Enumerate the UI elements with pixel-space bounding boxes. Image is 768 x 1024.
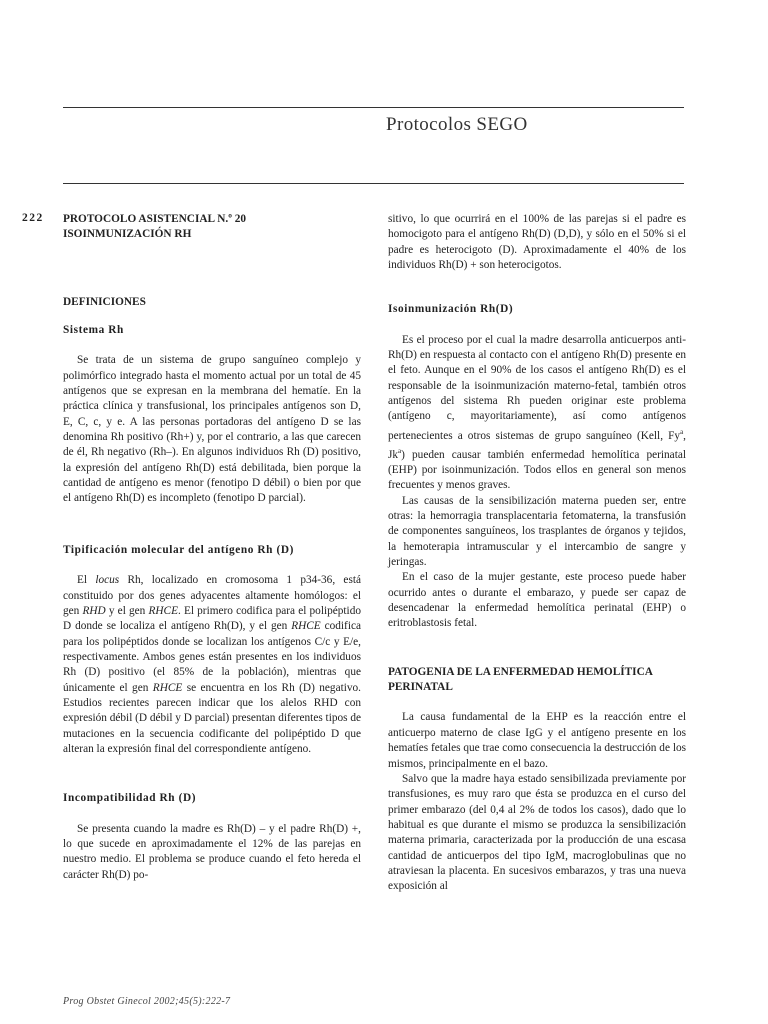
page-number: 222 — [22, 212, 44, 224]
protocol-title — [63, 212, 361, 243]
paragraph-isoinmunizacion-1: Es el proceso por el cual la madre desarrolla anticuerpos anti-Rh(D) en respuesta al contacto con el antígeno Rh(D) presente en el feto. Aunque en el 90% de los casos el antígeno Rh(D) es el responsable de la isoinmunización materno-fetal, también otros antígenos del sistema Rh pueden originar este problema (antígeno c, mayoritariamente), así como antígenos pertenecientes a otros sistemas de grupo sanguíneo (Kell, Fy$^a$, Jk$^a$) pueden causar también enfermedad hemolítica perinatal (EHP) por isoinmunización. Todos ellos en general son menos frecuentes y menos graves. — [388, 333, 686, 492]
paragraph-tipificacion: El locus Rh, localizado en cromosoma 1 p34-36, está constituido por dos genes adyacentes altamente homólogos: el gen RHD y el gen RHCE. El primero codifica para el polipéptido D donde se localiza el antígeno Rh(D), y el gen RHCE codifica para los polipéptidos donde se localizan los antígenos C/c y E/e, respectivamente. Ambos genes están presentes en los individuos Rh (D) positivo (el 85% de la población), mientras que únicamente el gen RHCE se encuentra en los Rh (D) negativo. Estudios recientes parecen indicar que los alelos RHD con expresión débil (D débil y D parcial) presentan diferentes tipos de mutaciones en la secuencia codificante del polipéptido D que alteran la expresión final del correspondiente antígeno. — [63, 574, 362, 755]
paragraph-incompatibilidad: Se presenta cuando la madre es Rh(D) – y el padre Rh(D) +, lo que sucede en aproximadamente el 12% de las parejas en nuestro medio. El problema se produce cuando el feto hereda el carácter Rh(D) po- — [63, 822, 361, 881]
paragraph-patogenia-1: La causa fundamental de la EHP es la reacción entre el anticuerpo materno de clase IgG y el antígeno presente en los hematíes fetales que trae como consecuencia la destrucción de los mismos, principalmente en el bazo. — [388, 711, 686, 770]
section-heading-definiciones: DEFINICIONES — [63, 295, 146, 308]
paragraph-isoinmunizacion-3: En el caso de la mujer gestante, este proceso puede haber ocurrido antes o durante el embarazo, y puede ser capaz de desencadenar la enfermedad hemolítica perinatal (EHP) o eritroblastosis fetal. — [388, 571, 686, 630]
right-column — [388, 212, 686, 895]
left-column — [63, 212, 361, 883]
section-heading-patogenia: PATOGENIA DE LA ENFERMEDAD HEMOLÍTICA PERINATAL — [388, 665, 653, 694]
subheading-incompatibilidad: Incompatibilidad Rh (D) — [63, 792, 197, 805]
subheading-sistema-rh: Sistema Rh — [63, 324, 124, 337]
paragraph-continuation: sitivo, lo que ocurrirá en el 100% de las parejas si el padre es homocigoto para el antígeno Rh(D) (D,D), y sólo en el 50% si el padre es heterocigoto (D). Aproximadamente el 40% de los individuos Rh(D) + son heterocigotos. — [388, 213, 686, 272]
subheading-isoinmunizacion: Isoinmunización Rh(D) — [388, 303, 514, 316]
protocol-title-line-2: ISOINMUNIZACIÓN RH — [63, 228, 192, 241]
paragraph-sistema-rh: Se trata de un sistema de grupo sanguíneo complejo y polimórfico integrado hasta el momento actual por un total de 45 antígenos que se expresan en la membrana del hematíe. En la práctica clínica y transfusional, los principales antígenos son D, E, C, c, y e. A las personas portadoras del antígeno D se las denomina Rh positivo (Rh+) y, por el contrario, a las que carecen de él, Rh negativo (Rh–). En algunos individuos Rh (D) positivo, la expresión del antígeno Rh(D) está debilitada, bien porque la cantidad de antígeno es menor (fenotipo D débil) o bien por que el antígeno Rh(D) es incompleto (fenotipo D parcial). — [63, 354, 361, 505]
header-bottom-rule — [63, 183, 684, 184]
paragraph-patogenia-2: Salvo que la madre haya estado sensibilizada previamente por transfusiones, es muy raro que ésta se produzca en el curso del primer embarazo (del 0,4 al 2% de todos los casos), dado que lo habitual es que durante el mismo se produzca la sensibilización materna primaria, caracterizada por la producción de una escasa cantidad de anticuerpos del tipo IgM, macroglobulinas que no atraviesan la placenta. En sucesivos embarazos, y tras una nueva exposición al — [388, 772, 686, 893]
paragraph-isoinmunizacion-2: Las causas de la sensibilización materna pueden ser, entre otras: la hemorragia transplacentaria fetomaterna, la transfusión de componentes sanguíneos, los trasplantes de órganos y tejidos, la hemoterapia intramuscular y el intercambio de sangre y jeringas. — [388, 494, 686, 569]
footer-citation: Prog Obstet Ginecol 2002;45(5):222-7 — [63, 996, 231, 1007]
protocol-title-line-1: PROTOCOLO ASISTENCIAL N.º 20 — [63, 213, 247, 225]
journal-name: Protocolos SEGO — [386, 114, 528, 135]
subheading-tipificacion: Tipificación molecular del antígeno Rh (D) — [63, 543, 294, 556]
header-top-rule — [63, 107, 684, 108]
